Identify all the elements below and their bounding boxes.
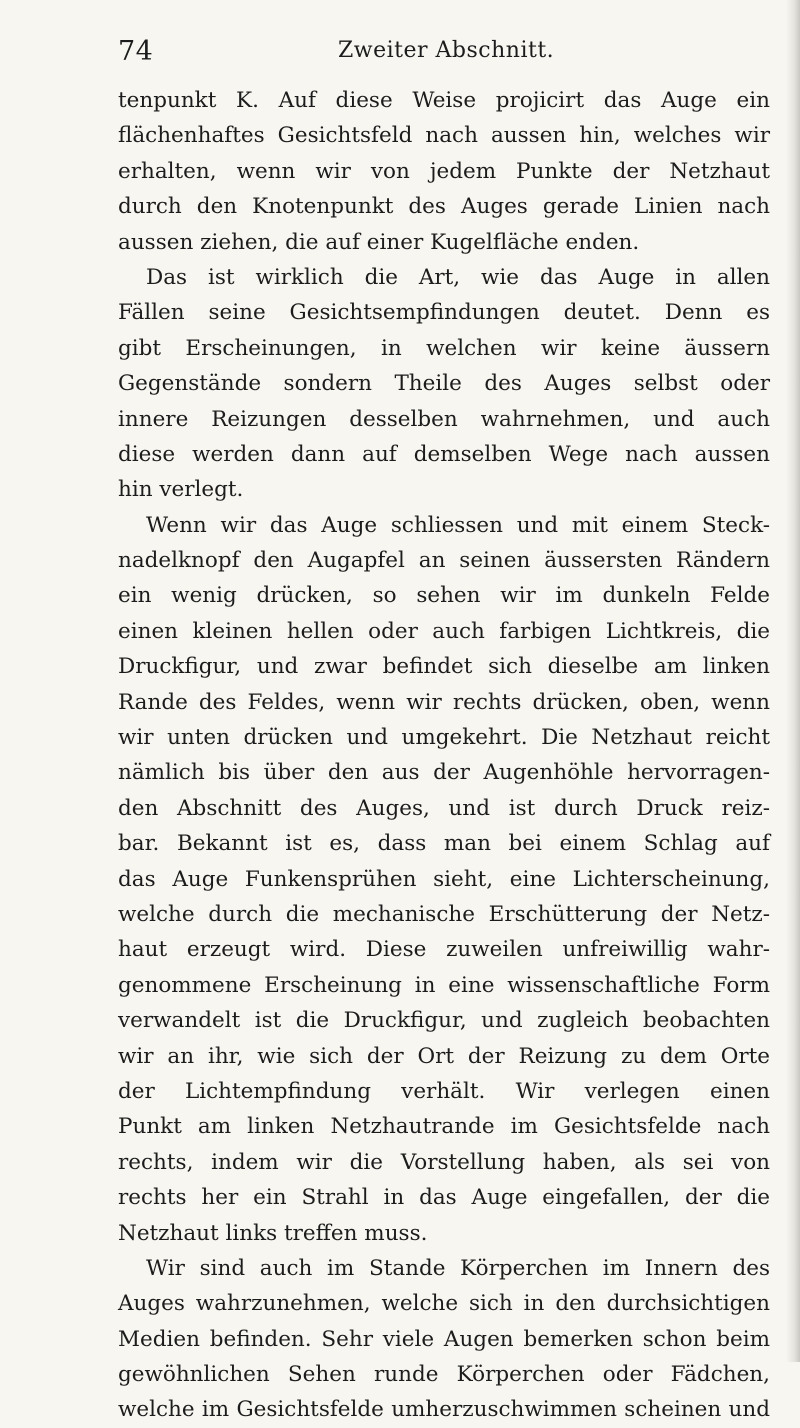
page-edge-shadow xyxy=(786,0,800,1362)
text-line: Gegenstände sondern Theile des Auges selbst oder xyxy=(118,371,770,397)
text-line: Punkt am linken Netzhautrande im Gesichtsfelde nach xyxy=(118,1114,770,1140)
text-line: welche durch die mechanische Erschütterung der Netz- xyxy=(118,901,770,927)
text-line: Druckfigur, und zwar befindet sich dieselbe am linken xyxy=(118,654,770,680)
text-line: das Auge Funkensprühen sieht, eine Lichterscheinung, xyxy=(118,866,770,892)
page-number: 74 xyxy=(118,36,154,67)
text-line: nadelknopf den Augapfel an seinen äussersten Rändern xyxy=(118,548,770,574)
text-line: der Lichtempfindung verhält. Wir verlegen einen xyxy=(118,1078,770,1104)
text-line: flächenhaftes Gesichtsfeld nach aussen hin, welches wir xyxy=(118,123,770,149)
text-line: nämlich bis über den aus der Augenhöhle hervorragen- xyxy=(118,760,770,786)
text-line: erhalten, wenn wir von jedem Punkte der Netzhaut xyxy=(118,158,770,184)
text-line: rechts her ein Strahl in das Auge eingefallen, der die xyxy=(118,1185,770,1211)
text-line: durch den Knotenpunkt des Auges gerade Linien nach xyxy=(118,194,770,220)
text-line: Wir sind auch im Stande Körperchen im Innern des xyxy=(146,1255,770,1281)
text-line: tenpunkt K. Auf diese Weise projicirt das Auge ein xyxy=(118,88,770,113)
text-line: innere Reizungen desselben wahrnehmen, und auch xyxy=(118,406,770,432)
text-line: genommene Erscheinung in eine wissenschaftliche Form xyxy=(118,972,770,998)
text-line: wir an ihr, wie sich der Ort der Reizung zu dem Orte xyxy=(118,1043,770,1069)
text-line: aussen ziehen, die auf einer Kugelfläche enden. xyxy=(118,229,640,255)
text-line: Das ist wirklich die Art, wie das Auge in allen xyxy=(146,264,770,290)
text-line: verwandelt ist die Druckfigur, und zugleich beobachten xyxy=(118,1008,770,1034)
text-line: hin verlegt. xyxy=(118,477,244,503)
text-line: Rande des Feldes, wenn wir rechts drücken, oben, wenn xyxy=(118,689,770,715)
text-line: gewöhnlichen Sehen runde Körperchen oder Fädchen, xyxy=(118,1362,770,1388)
text-line: einen kleinen hellen oder auch farbigen Lichtkreis, die xyxy=(118,618,770,644)
text-line: Wenn wir das Auge schliessen und mit einem Steck- xyxy=(146,512,770,538)
text-line: haut erzeugt wird. Diese zuweilen unfreiwillig wahr- xyxy=(118,937,770,963)
text-line: welche im Gesichtsfelde umherzuschwimmen scheinen und xyxy=(118,1397,770,1423)
text-line: Medien befinden. Sehr viele Augen bemerken schon beim xyxy=(118,1326,770,1352)
text-line: Fällen seine Gesichtsempfindungen deutet. Denn es xyxy=(118,300,770,326)
text-line: Netzhaut links treffen muss. xyxy=(118,1220,428,1246)
body-text xyxy=(118,83,770,1428)
text-line: gibt Erscheinungen, in welchen wir keine äussern xyxy=(118,335,770,361)
text-line: den Abschnitt des Auges, und ist durch Druck reiz- xyxy=(118,795,770,821)
text-line: ein wenig drücken, so sehen wir im dunkeln Felde xyxy=(118,583,770,609)
text-line: diese werden dann auf demselben Wege nach aussen xyxy=(118,441,770,467)
text-line: rechts, indem wir die Vorstellung haben, als sei von xyxy=(118,1149,770,1175)
running-head xyxy=(118,36,773,70)
text-line: Auges wahrzunehmen, welche sich in den durchsichtigen xyxy=(118,1291,770,1317)
text-line: wir unten drücken und umgekehrt. Die Netzhaut reicht xyxy=(118,725,770,751)
running-title: Zweiter Abschnitt. xyxy=(338,38,555,63)
text-line: bar. Bekannt ist es, dass man bei einem Schlag auf xyxy=(118,831,770,857)
